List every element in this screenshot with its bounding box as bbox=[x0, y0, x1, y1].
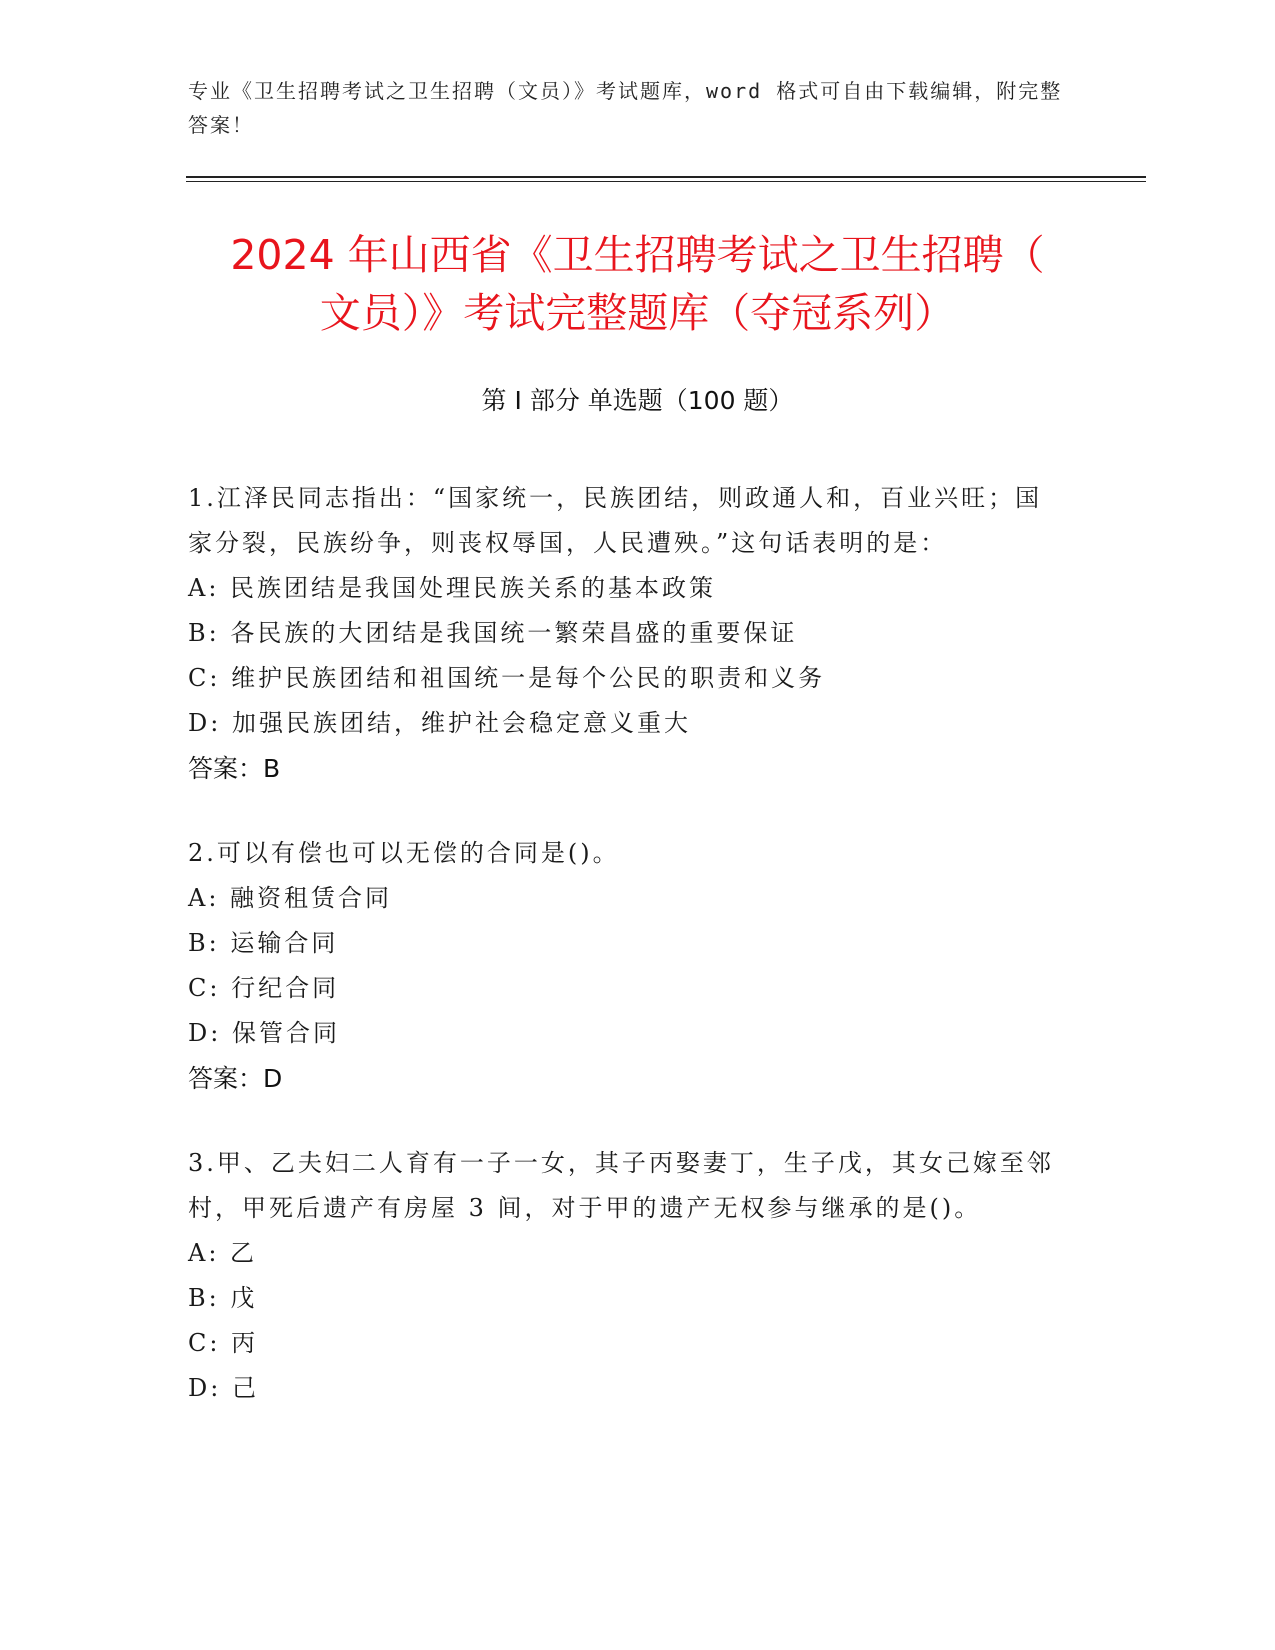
option-b: B: 运输合同 bbox=[188, 929, 339, 957]
option-c: C: 维护民族团结和祖国统一是每个公民的职责和义务 bbox=[188, 664, 826, 692]
section-heading: 第 I 部分 单选题（100 题） bbox=[481, 386, 794, 415]
option-c: C: 行纪合同 bbox=[188, 974, 340, 1002]
option-b: B: 戊 bbox=[188, 1284, 258, 1312]
option-a: A: 融资租赁合同 bbox=[188, 884, 393, 912]
question-stem: 1.江泽民同志指出：“国家统一，民族团结，则政通人和，百业兴旺；国家分裂，民族纷争，则丧权辱国，人民遭殃。”这句话表明的是： bbox=[188, 484, 1043, 557]
document-title-line-1: 2024 年山西省《卫生招聘考试之卫生招聘（ bbox=[230, 231, 1045, 279]
question-stem: 2.可以有偿也可以无偿的合同是()。 bbox=[188, 839, 620, 867]
question-list bbox=[188, 476, 1068, 1451]
option-d: D: 保管合同 bbox=[188, 1019, 340, 1047]
document-title bbox=[150, 226, 1125, 342]
header-divider-thick bbox=[186, 176, 1146, 178]
question-1 bbox=[188, 476, 1068, 791]
document-title-line-2: 文员）》考试完整题库（夺冠系列） bbox=[319, 289, 956, 337]
option-a: A: 乙 bbox=[188, 1239, 258, 1267]
question-stem: 3.甲、乙夫妇二人育有一子一女，其子丙娶妻丁，生子戊，其女己嫁至邻村，甲死后遗产有房屋 3 间，对于甲的遗产无权参与继承的是()。 bbox=[188, 1149, 1054, 1222]
option-d: D: 加强民族团结，维护社会稳定意义重大 bbox=[188, 709, 691, 737]
answer-line: 答案：B bbox=[188, 754, 281, 783]
question-2 bbox=[188, 831, 1068, 1101]
question-3 bbox=[188, 1141, 1068, 1411]
option-c: C: 丙 bbox=[188, 1329, 259, 1357]
option-a: A: 民族团结是我国处理民族关系的基本政策 bbox=[188, 574, 717, 602]
header-divider-thin bbox=[186, 181, 1146, 182]
answer-line: 答案：D bbox=[188, 1064, 283, 1093]
option-d: D: 己 bbox=[188, 1374, 259, 1402]
header-note: 专业《卫生招聘考试之卫生招聘（文员）》考试题库，word 格式可自由下载编辑，附完整答案！ bbox=[188, 79, 1063, 137]
option-b: B: 各民族的大团结是我国统一繁荣昌盛的重要保证 bbox=[188, 619, 798, 647]
